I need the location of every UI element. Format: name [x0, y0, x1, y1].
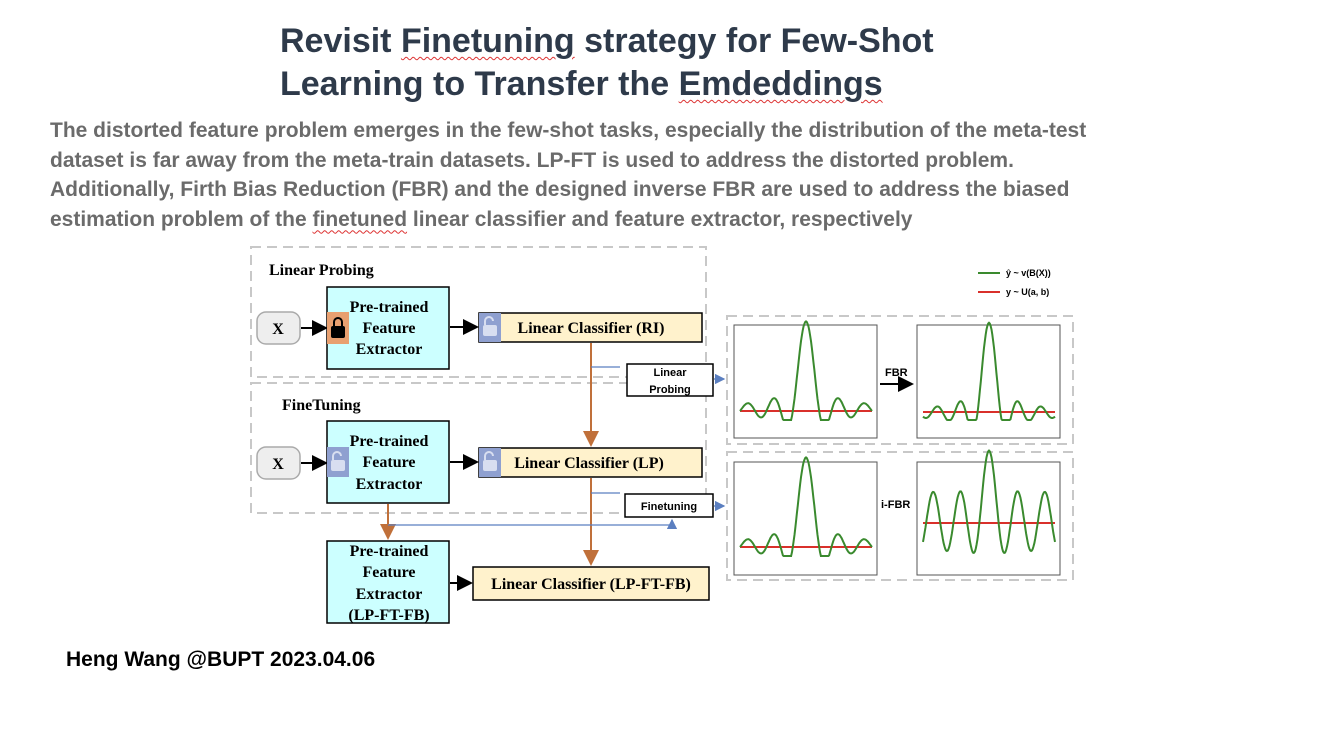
ifbr-label: i-FBR: [881, 499, 911, 511]
desc-line-4: estimation problem of the finetuned linear classifier and feature extractor, respectively: [50, 207, 913, 231]
extractor-3-line-3: Extractor: [355, 586, 423, 603]
classifier-lp-label: Linear Classifier (LP): [514, 455, 664, 472]
title-line-1: Revisit Finetuning strategy for Few-Shot: [280, 22, 934, 60]
linear-probing-label: Linear Probing: [269, 262, 374, 279]
spellcheck-word: Emdeddings: [678, 65, 883, 103]
spellcheck-word: Finetuning: [400, 22, 575, 60]
legend-green-label: ŷ ~ v(B(X)): [1006, 268, 1051, 278]
title-line-2: Learning to Transfer the Emdeddings: [280, 65, 883, 103]
input-x-label-2: X: [272, 456, 284, 473]
extractor-1-line-3: Extractor: [355, 341, 423, 358]
extractor-3-line-2: Feature: [362, 564, 416, 581]
extractor-3-line-4: (LP-FT-FB): [348, 607, 430, 624]
extractor-2-line-1: Pre-trained: [349, 433, 429, 450]
classifier-lpftfb-label: Linear Classifier (LP-FT-FB): [491, 576, 691, 593]
desc-line-1: The distorted feature problem emerges in the few-shot tasks, especially the distribution of the meta-test: [50, 119, 1087, 142]
plot-panel-1: [734, 325, 877, 438]
author-credit: Heng Wang @BUPT 2023.04.06: [66, 648, 376, 671]
legend-red-label: y ~ U(a, b): [1006, 287, 1050, 297]
plot-panel-3: [734, 462, 877, 575]
spellcheck-word: finetuned: [312, 207, 408, 231]
fbr-label: FBR: [885, 367, 908, 379]
finetuning-label: FineTuning: [282, 397, 361, 414]
plot-panel-2: [917, 325, 1060, 438]
extractor-1-line-1: Pre-trained: [349, 299, 429, 316]
input-x-label-1: X: [272, 321, 284, 338]
linear-probing-box-line-2: Probing: [649, 384, 691, 396]
extractor-3-line-1: Pre-trained: [349, 543, 429, 560]
extractor-2-line-2: Feature: [362, 454, 416, 471]
extractor-1-line-2: Feature: [362, 320, 416, 337]
classifier-ri-label: Linear Classifier (RI): [517, 320, 665, 337]
desc-line-3: Additionally, Firth Bias Reduction (FBR) and the designed inverse FBR are used to address the biased: [50, 178, 1070, 201]
linear-probing-box-line-1: Linear: [653, 367, 687, 379]
finetuning-box-label: Finetuning: [640, 501, 698, 513]
extractor-2-line-3: Extractor: [355, 476, 423, 493]
desc-line-2: dataset is far away from the meta-train datasets. LP-FT is used to address the distorted problem.: [50, 148, 1014, 172]
